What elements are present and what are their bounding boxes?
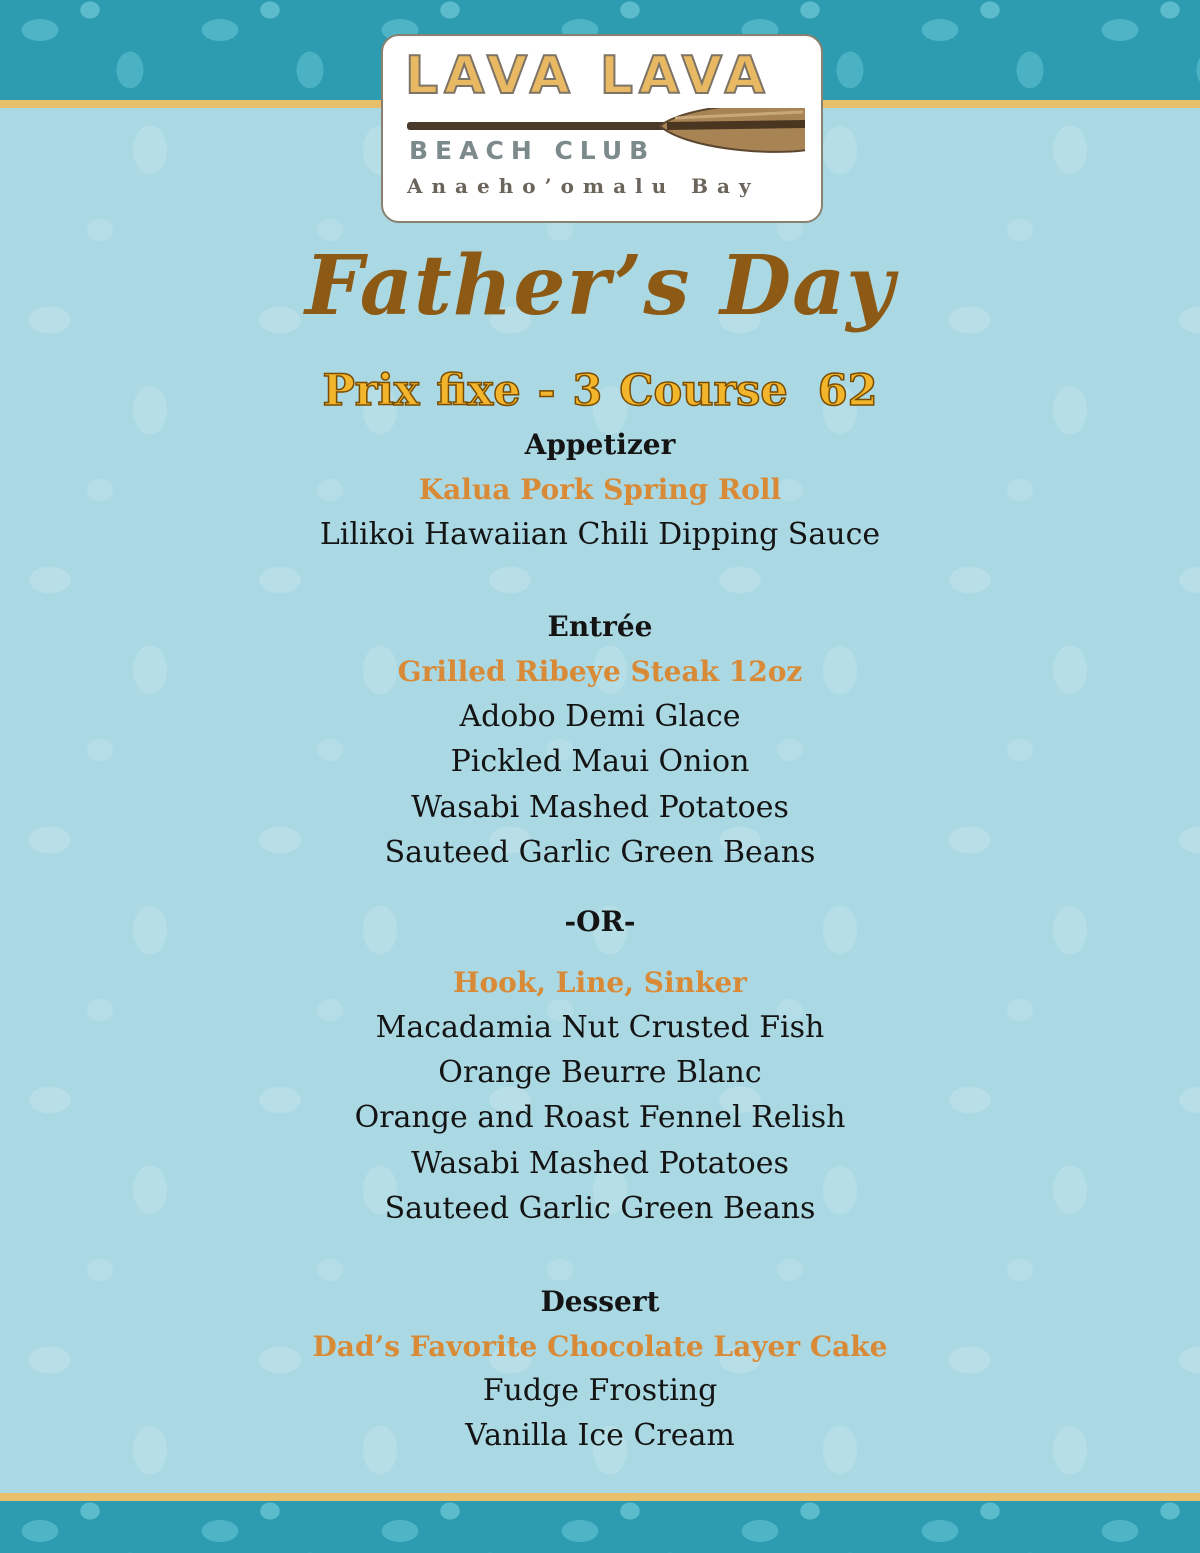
prix-fixe-price: 62	[817, 366, 878, 416]
logo-subtitle: BEACH CLUB	[409, 136, 656, 165]
entree-option2-component: Wasabi Mashed Potatoes	[411, 1146, 789, 1181]
entree-option1-component: Pickled Maui Onion	[450, 744, 750, 779]
dessert-component: Fudge Frosting	[482, 1373, 718, 1408]
dessert-heading: Dessert	[540, 1285, 660, 1318]
entree-option1-component: Sauteed Garlic Green Beans	[384, 835, 816, 870]
prix-fixe-label: Prix fixe - 3 Course	[322, 366, 788, 416]
entree-option2-dish: Hook, Line, Sinker	[453, 966, 747, 999]
entree-separator: -OR-	[564, 905, 636, 938]
bottom-border-band	[0, 1501, 1200, 1553]
entree-option1-dish: Grilled Ribeye Steak 12oz	[397, 655, 803, 688]
dessert-component: Vanilla Ice Cream	[465, 1418, 735, 1453]
logo-name: LAVA LAVA	[405, 46, 771, 106]
entree-option1-component: Wasabi Mashed Potatoes	[411, 790, 789, 825]
prix-fixe-banner	[0, 366, 1200, 416]
appetizer-dish: Kalua Pork Spring Roll	[418, 473, 782, 506]
appetizer-heading: Appetizer	[524, 428, 676, 461]
page-title: Father’s Day	[305, 238, 895, 334]
entree-option2-component: Macadamia Nut Crusted Fish	[375, 1010, 825, 1045]
entree-option2-component: Orange and Roast Fennel Relish	[354, 1100, 846, 1135]
logo-location: Anaeho’omalu Bay	[407, 174, 760, 198]
entree-heading: Entrée	[547, 610, 653, 643]
bottom-gold-stripe	[0, 1493, 1200, 1501]
restaurant-logo	[381, 34, 823, 223]
entree-option2-component: Sauteed Garlic Green Beans	[384, 1191, 816, 1226]
appetizer-component: Lilikoi Hawaiian Chili Dipping Sauce	[319, 517, 881, 552]
entree-option2-component: Orange Beurre Blanc	[438, 1055, 762, 1090]
entree-option1-component: Adobo Demi Glace	[459, 699, 741, 734]
dessert-dish: Dad’s Favorite Chocolate Layer Cake	[312, 1330, 888, 1363]
